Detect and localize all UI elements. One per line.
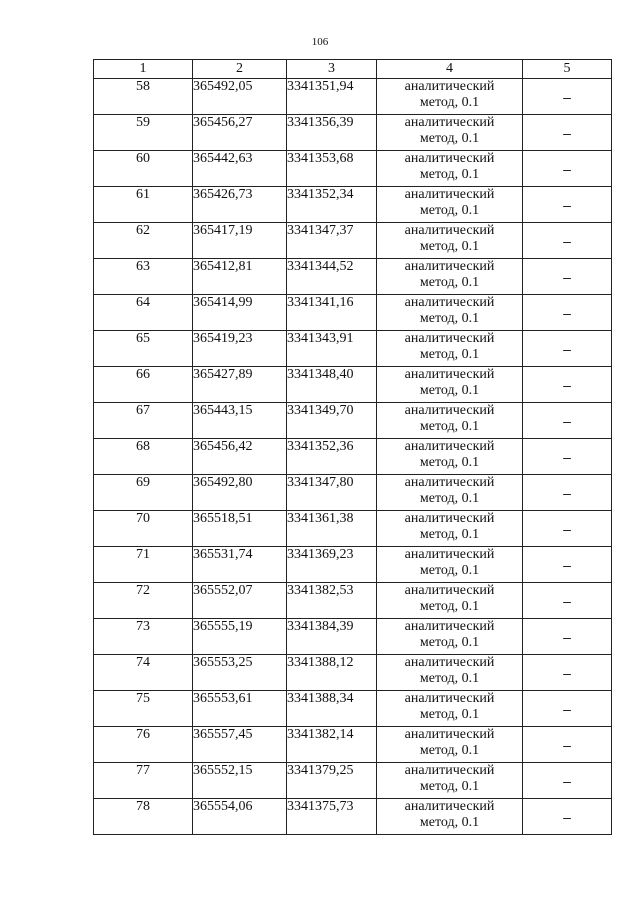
method-cell (377, 367, 523, 403)
point-number: 70 (94, 511, 193, 547)
method-cell (377, 259, 523, 295)
point-number: 78 (94, 799, 193, 835)
note-cell: – (523, 367, 612, 403)
coordinate-x: 365417,19 (193, 223, 287, 259)
method-line-2: метод, 0.1 (419, 347, 480, 362)
header-col-4: 4 (377, 60, 523, 79)
note-cell: – (523, 799, 612, 835)
method-line-1: аналитический (404, 295, 495, 310)
coordinate-y: 3341388,12 (287, 655, 377, 691)
table-row (94, 295, 612, 331)
method-cell (377, 295, 523, 331)
table-row (94, 223, 612, 259)
method-line-2: метод, 0.1 (419, 239, 480, 254)
point-number: 65 (94, 331, 193, 367)
table-row (94, 547, 612, 583)
note-cell: – (523, 655, 612, 691)
table-row (94, 259, 612, 295)
method-cell (377, 475, 523, 511)
method-line-2: метод, 0.1 (419, 635, 480, 650)
coordinate-x: 365412,81 (193, 259, 287, 295)
method-cell (377, 799, 523, 835)
method-cell (377, 223, 523, 259)
method-cell (377, 79, 523, 115)
table-row (94, 691, 612, 727)
method-line-1: аналитический (404, 799, 495, 814)
table-row (94, 403, 612, 439)
method-cell (377, 151, 523, 187)
point-number: 66 (94, 367, 193, 403)
coordinate-x: 365557,45 (193, 727, 287, 763)
method-line-2: метод, 0.1 (419, 131, 480, 146)
method-line-1: аналитический (404, 115, 495, 130)
coordinate-x: 365552,07 (193, 583, 287, 619)
table-row (94, 583, 612, 619)
method-line-2: метод, 0.1 (419, 779, 480, 794)
method-line-2: метод, 0.1 (419, 671, 480, 686)
header-row (94, 60, 612, 79)
point-number: 73 (94, 619, 193, 655)
coordinate-x: 365553,25 (193, 655, 287, 691)
coordinate-y: 3341384,39 (287, 619, 377, 655)
method-line-2: метод, 0.1 (419, 167, 480, 182)
table-row (94, 727, 612, 763)
point-number: 68 (94, 439, 193, 475)
note-cell: – (523, 331, 612, 367)
method-cell (377, 115, 523, 151)
method-line-2: метод, 0.1 (419, 419, 480, 434)
method-line-2: метод, 0.1 (419, 383, 480, 398)
table-row (94, 763, 612, 799)
point-number: 77 (94, 763, 193, 799)
method-line-1: аналитический (404, 151, 495, 166)
note-cell: – (523, 115, 612, 151)
note-cell: – (523, 403, 612, 439)
method-cell (377, 547, 523, 583)
coordinate-x: 365492,80 (193, 475, 287, 511)
method-line-2: метод, 0.1 (419, 203, 480, 218)
coordinate-x: 365518,51 (193, 511, 287, 547)
table-row (94, 799, 612, 835)
point-number: 69 (94, 475, 193, 511)
table-row (94, 331, 612, 367)
coordinate-y: 3341382,14 (287, 727, 377, 763)
note-cell: – (523, 619, 612, 655)
method-line-2: метод, 0.1 (419, 743, 480, 758)
note-cell: – (523, 763, 612, 799)
method-cell (377, 187, 523, 223)
coordinate-x: 365414,99 (193, 295, 287, 331)
coordinate-y: 3341382,53 (287, 583, 377, 619)
coordinate-x: 365552,15 (193, 763, 287, 799)
note-cell: – (523, 439, 612, 475)
table-row (94, 187, 612, 223)
method-cell (377, 763, 523, 799)
note-cell: – (523, 295, 612, 331)
coordinate-x: 365492,05 (193, 79, 287, 115)
method-cell (377, 439, 523, 475)
coordinate-y: 3341341,16 (287, 295, 377, 331)
coordinate-x: 365427,89 (193, 367, 287, 403)
point-number: 63 (94, 259, 193, 295)
method-line-1: аналитический (404, 619, 495, 634)
method-line-1: аналитический (404, 475, 495, 490)
note-cell: – (523, 727, 612, 763)
table-header (94, 60, 612, 79)
method-line-2: метод, 0.1 (419, 563, 480, 578)
method-line-1: аналитический (404, 259, 495, 274)
table-row (94, 151, 612, 187)
method-cell (377, 511, 523, 547)
method-line-2: метод, 0.1 (419, 599, 480, 614)
note-cell: – (523, 691, 612, 727)
coordinate-x: 365456,27 (193, 115, 287, 151)
table-row (94, 511, 612, 547)
coordinate-y: 3341356,39 (287, 115, 377, 151)
table-row (94, 475, 612, 511)
method-line-1: аналитический (404, 547, 495, 562)
note-cell: – (523, 151, 612, 187)
header-col-3: 3 (287, 60, 377, 79)
point-number: 60 (94, 151, 193, 187)
method-line-1: аналитический (404, 187, 495, 202)
table-body (94, 79, 612, 835)
method-line-1: аналитический (404, 727, 495, 742)
point-number: 74 (94, 655, 193, 691)
coordinate-y: 3341352,34 (287, 187, 377, 223)
note-cell: – (523, 223, 612, 259)
coordinate-y: 3341379,25 (287, 763, 377, 799)
coordinate-x: 365442,63 (193, 151, 287, 187)
note-cell: – (523, 475, 612, 511)
method-line-1: аналитический (404, 79, 495, 94)
coordinate-x: 365531,74 (193, 547, 287, 583)
coordinate-x: 365426,73 (193, 187, 287, 223)
coordinate-y: 3341349,70 (287, 403, 377, 439)
table-row (94, 115, 612, 151)
method-cell (377, 619, 523, 655)
header-col-5: 5 (523, 60, 612, 79)
coordinate-y: 3341343,91 (287, 331, 377, 367)
point-number: 59 (94, 115, 193, 151)
page-number: 106 (311, 36, 329, 48)
header-col-2: 2 (193, 60, 287, 79)
point-number: 62 (94, 223, 193, 259)
note-cell: – (523, 259, 612, 295)
table-row (94, 655, 612, 691)
method-line-1: аналитический (404, 583, 495, 598)
method-line-2: метод, 0.1 (419, 275, 480, 290)
method-line-1: аналитический (404, 511, 495, 526)
table-row (94, 439, 612, 475)
coordinate-y: 3341353,68 (287, 151, 377, 187)
method-line-1: аналитический (404, 403, 495, 418)
method-line-2: метод, 0.1 (419, 455, 480, 470)
coordinate-y: 3341352,36 (287, 439, 377, 475)
point-number: 64 (94, 295, 193, 331)
point-number: 58 (94, 79, 193, 115)
note-cell: – (523, 547, 612, 583)
method-cell (377, 331, 523, 367)
coordinate-x: 365443,15 (193, 403, 287, 439)
coordinate-y: 3341347,80 (287, 475, 377, 511)
method-line-1: аналитический (404, 691, 495, 706)
header-col-1: 1 (94, 60, 193, 79)
coordinate-y: 3341348,40 (287, 367, 377, 403)
method-line-2: метод, 0.1 (419, 491, 480, 506)
table-row (94, 367, 612, 403)
coordinate-x: 365555,19 (193, 619, 287, 655)
point-number: 71 (94, 547, 193, 583)
coordinate-y: 3341347,37 (287, 223, 377, 259)
coordinates-table (93, 59, 612, 835)
table-row (94, 619, 612, 655)
method-cell (377, 403, 523, 439)
method-line-1: аналитический (404, 331, 495, 346)
coordinate-x: 365554,06 (193, 799, 287, 835)
method-line-2: метод, 0.1 (419, 707, 480, 722)
point-number: 76 (94, 727, 193, 763)
method-line-2: метод, 0.1 (419, 815, 480, 830)
method-line-2: метод, 0.1 (419, 311, 480, 326)
note-cell: – (523, 187, 612, 223)
method-line-1: аналитический (404, 763, 495, 778)
method-line-1: аналитический (404, 367, 495, 382)
coordinate-y: 3341351,94 (287, 79, 377, 115)
note-cell: – (523, 583, 612, 619)
coordinate-x: 365419,23 (193, 331, 287, 367)
coordinate-y: 3341375,73 (287, 799, 377, 835)
coordinate-y: 3341361,38 (287, 511, 377, 547)
point-number: 75 (94, 691, 193, 727)
table-row (94, 79, 612, 115)
coordinate-x: 365553,61 (193, 691, 287, 727)
method-cell (377, 583, 523, 619)
method-line-2: метод, 0.1 (419, 527, 480, 542)
point-number: 72 (94, 583, 193, 619)
method-line-1: аналитический (404, 655, 495, 670)
coordinate-y: 3341369,23 (287, 547, 377, 583)
method-cell (377, 727, 523, 763)
coordinate-y: 3341388,34 (287, 691, 377, 727)
coordinate-y: 3341344,52 (287, 259, 377, 295)
note-cell: – (523, 511, 612, 547)
note-cell: – (523, 79, 612, 115)
point-number: 67 (94, 403, 193, 439)
method-cell (377, 655, 523, 691)
method-line-2: метод, 0.1 (419, 95, 480, 110)
point-number: 61 (94, 187, 193, 223)
method-cell (377, 691, 523, 727)
method-line-1: аналитический (404, 223, 495, 238)
coordinate-x: 365456,42 (193, 439, 287, 475)
method-line-1: аналитический (404, 439, 495, 454)
